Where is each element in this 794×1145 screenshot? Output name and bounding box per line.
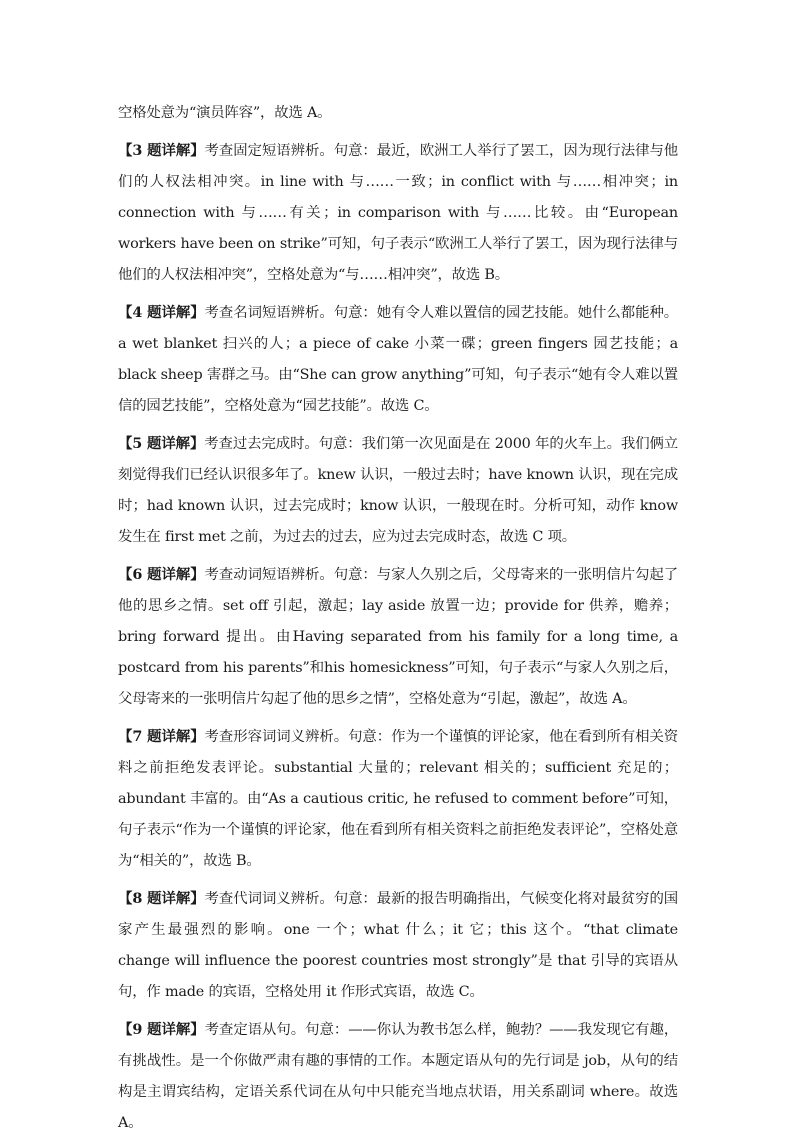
question-heading: 【4 题详解】 — [118, 304, 205, 321]
explanation-text: 考查过去完成时。句意：我们第一次见面是在 2000 年的火车上。我们俩立刻觉得我们已经认识很多年了。knew 认识，一般过去时；have known 认识，现在完成时；had known 认识，过去完成时；know 认识，一般现在时。分析可知，动作 know 发生在 first met 之前，为过去的过去，应为过去完成时态，故选 C 项。 — [118, 436, 678, 545]
explanation-paragraph — [118, 1014, 678, 1139]
question-heading: 【3 题详解】 — [118, 142, 205, 159]
question-heading: 【7 题详解】 — [118, 728, 205, 745]
explanation-text: 考查代词词义辨析。句意：最新的报告明确指出，气候变化将对最贫穷的国家产生最强烈的影响。one 一个；what 什么；it 它；this 这个。“that climate change will influence the poorest countries most strongly”是 that 引导的宾语从句，作 made 的宾语，空格处用 it 作形式宾语，故选 C。 — [118, 891, 678, 1000]
explanation-paragraph — [118, 135, 678, 291]
explanation-text: 考查定语从句。句意：——你认为教书怎么样，鲍勃？——我发现它有趣，有挑战性。是一个你做严肃有趣的事情的工作。本题定语从句的先行词是 job，从句的结构是主谓宾结构，定语关系代词在从句中只能充当地点状语，用关系副词 where。故选 A。 — [118, 1022, 679, 1131]
explanation-paragraph — [118, 97, 678, 129]
question-heading: 【6 题详解】 — [118, 566, 205, 583]
explanation-paragraph — [118, 559, 678, 715]
explanation-paragraph — [118, 428, 678, 553]
explanation-text: 考查固定短语辨析。句意：最近，欧洲工人举行了罢工，因为现行法律与他们的人权法相冲突。in line with 与……一致；in conflict with 与……相冲突；in connection with 与……有关；in comparison with 与……比较。由“European workers have been on strike”可知，句子表示“欧洲工人举行了罢工，因为现行法律与他们的人权法相冲突”，空格处意为“与……相冲突”，故选 B。 — [118, 143, 678, 283]
explanation-paragraph — [118, 721, 678, 877]
answer-explanations — [118, 97, 678, 1145]
question-heading: 【5 题详解】 — [118, 435, 205, 452]
explanation-text: 考查动词短语辨析。句意：与家人久别之后，父母寄来的一张明信片勾起了他的思乡之情。set off 引起，激起；lay aside 放置一边；provide for 供养，赡养；bring forward 提出。由Having separated from his family for a long time, a postcard from his parents”和his homesickness”可知，句子表示“与家人久别之后，父母寄来的一张明信片勾起了他的思乡之情”，空格处意为“引起，激起”，故选 A。 — [118, 567, 678, 707]
explanation-text: 考查名词短语辨析。句意：她有令人难以置信的园艺技能。她什么都能种。a wet blanket 扫兴的人；a piece of cake 小菜一碟；green fingers 园艺技能；a black sheep 害群之马。由“She can grow anything”可知，句子表示“她有令人难以置信的园艺技能”，空格处意为“园艺技能”。故选 C。 — [118, 305, 678, 414]
question-heading: 【9 题详解】 — [118, 1021, 205, 1038]
explanation-paragraph — [118, 297, 678, 422]
explanation-text: 空格处意为“演员阵容”，故选 A。 — [118, 105, 332, 121]
explanation-text: 考查形容词词义辨析。句意：作为一个谨慎的评论家，他在看到所有相关资料之前拒绝发表评论。substantial 大量的；relevant 相关的；sufficient 充足的；abundant 丰富的。由“As a cautious critic, he refused to comment before”可知，句子表示“作为一个谨慎的评论家，他在看到所有相关资料之前拒绝发表评论”，空格处意为“相关的”，故选 B。 — [118, 729, 678, 869]
question-heading: 【8 题详解】 — [118, 890, 205, 907]
explanation-paragraph — [118, 883, 678, 1008]
